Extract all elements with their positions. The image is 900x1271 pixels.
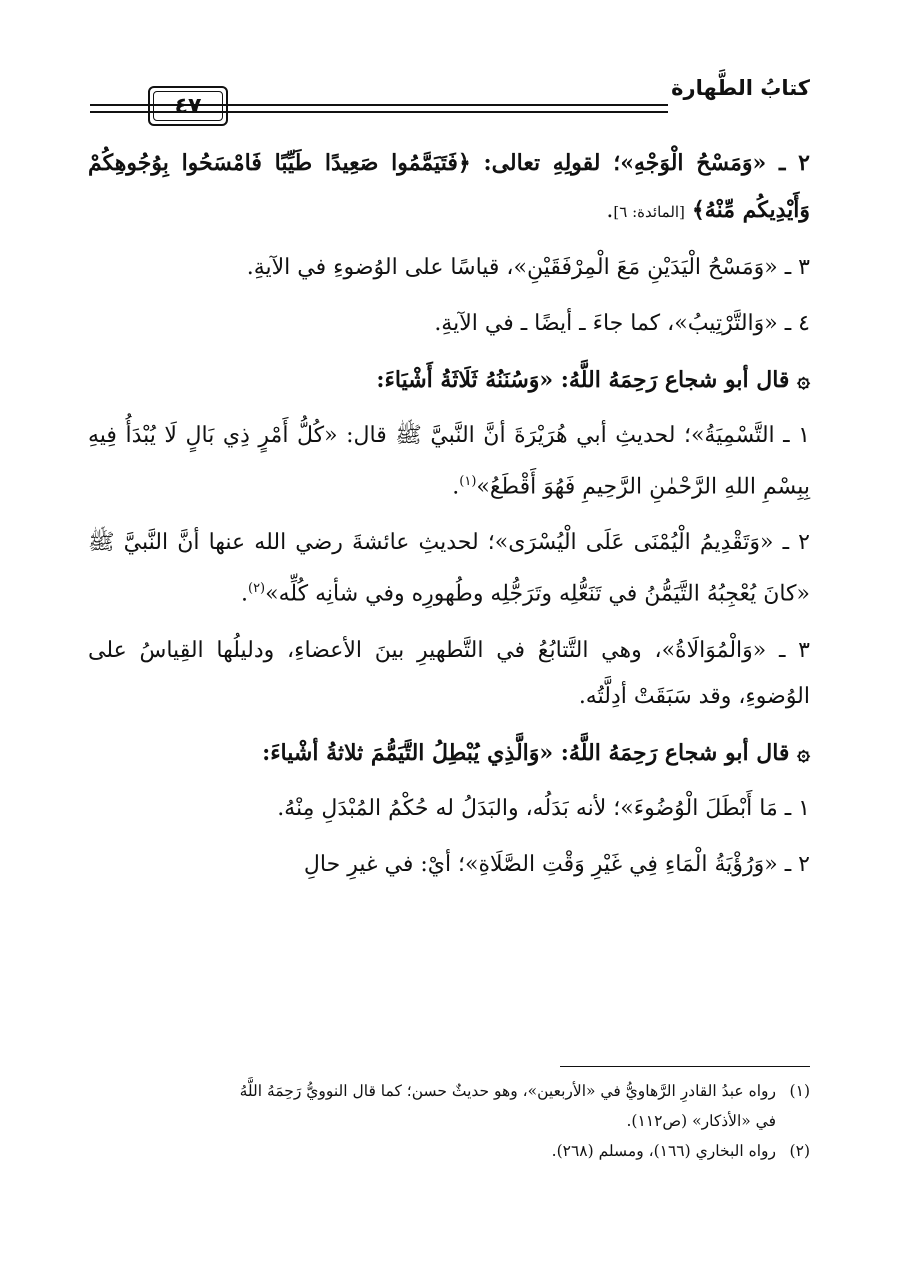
- paragraph-order: ٤ ـ «وَالتَّرْتِيبُ»، كما جاءَ ـ أيضًا ـ في الآيةِ.: [434, 311, 810, 336]
- paragraph-nullifier-one: ١ ـ مَا أَبْطَلَ الْوُضُوءَ»؛ لأنه بَدَلُه، والبَدَلُ له حُكْمُ المُبْدَلِ مِنْهُ.: [277, 795, 810, 821]
- paragraph-right-first: [88, 520, 810, 617]
- page-number-frame: [148, 86, 228, 126]
- paragraph-text: ٢ ـ «وَتَقْدِيمُ الْيُمْنَى عَلَى الْيُسْرَى»؛ لحديثِ عائشةَ رضي الله عنها أنَّ النَّبيَّ ﷺ «كانَ يُعْجِبُهُ التَّيَمُّنُ في تَنَعُّلِه وتَرَجُّلِه وطُهورِه وفي شأنِه كُلِّه»: [88, 530, 810, 607]
- footnote-marker[interactable]: (٢): [247, 581, 266, 597]
- footnote-text: رواه البخاري (١٦٦)، ومسلم (٢٦٨).: [551, 1142, 776, 1160]
- footnote-marker[interactable]: (١): [459, 474, 477, 489]
- paragraph-continuity: ٣ ـ «وَالْمُوَالَاةُ»، وهي التَّتابُعُ في التَّطهيرِ بينَ الأعضاءِ، ودليلُها القِياسُ على الوُضوءِ، وقد سَبَقَتْ أدِلَّتُه.: [88, 637, 810, 709]
- paragraph-tasmiya: [88, 413, 810, 510]
- paragraph-text: ١ ـ التَّسْمِيَةُ»؛ لحديثِ أبي هُرَيْرَةَ أنَّ النَّبيَّ ﷺ قال: «كُلُّ أَمْرٍ ذِي بَالٍ لَا يُبْدَأُ فِيهِ بِبِسْمِ اللهِ الرَّحْمٰنِ الرَّحِيمِ فَهُوَ أَقْطَعُ»: [88, 423, 810, 500]
- quran-reference: [المائدة: ٦]: [613, 203, 685, 221]
- page-number: ٤٧: [153, 91, 223, 121]
- header-rule-left-bottom: [120, 111, 148, 113]
- footnote-1: [88, 1076, 810, 1106]
- paragraph-nullifier-two: ٢ ـ «وَرُؤْيَةُ الْمَاءِ فِي غَيْرِ وَقْتِ الصَّلَاةِ»؛ أيْ: في غيرِ حالِ: [303, 851, 810, 877]
- main-text: [88, 140, 810, 898]
- paragraph-hands-wiping: ٣ ـ «وَمَسْحُ الْيَدَيْنِ مَعَ الْمِرْفَقَيْنِ»، قياسًا على الوُضوءِ في الآيةِ.: [246, 255, 810, 280]
- paragraph-text: ٢ ـ «وَمَسْحُ الْوَجْهِ»؛ لقولِهِ تعالى: ﴿فَتَيَمَّمُوا صَعِيدًا طَيِّبًا فَامْسَحُوا بِوُجُوهِكُمْ وَأَيْدِيكُم مِّنْهُ﴾: [88, 150, 810, 223]
- footnote-number: (٢): [789, 1142, 810, 1160]
- section-heading-sunan: ۞ قال أبو شجاع رَحِمَهُ اللَّهُ: «وَسُنَنُهُ ثَلَاثَةُ أَشْيَاءَ:: [376, 367, 810, 393]
- paragraph-end: .: [606, 198, 614, 223]
- paragraph-end: .: [452, 474, 460, 500]
- footnote-number: (١): [789, 1082, 810, 1100]
- header-rule-left-top: [120, 104, 148, 106]
- paragraph-end: .: [240, 581, 248, 607]
- running-header-title: كتابُ الطَّهارة: [671, 76, 810, 100]
- footnotes: [88, 1076, 810, 1166]
- section-heading-nullifiers: ۞ قال أبو شجاع رَحِمَهُ اللَّهُ: «وَالَّذِي يُبْطِلُ التَّيَمُّمَ ثلاثةُ أشْياءَ:: [262, 739, 810, 766]
- footnote-separator: [560, 1066, 810, 1067]
- paragraph-face-wiping: [88, 140, 810, 235]
- footnote-1-continued: في «الأذكار» (ص١١٢).: [626, 1112, 776, 1130]
- footnote-text: رواه عبدُ القادرِ الرَّهاويُّ في «الأربعين»، وهو حديثٌ حسن؛ كما قال النوويُّ رَحِمَهُ اللَّهُ: [239, 1082, 776, 1100]
- footnote-2: [88, 1136, 810, 1166]
